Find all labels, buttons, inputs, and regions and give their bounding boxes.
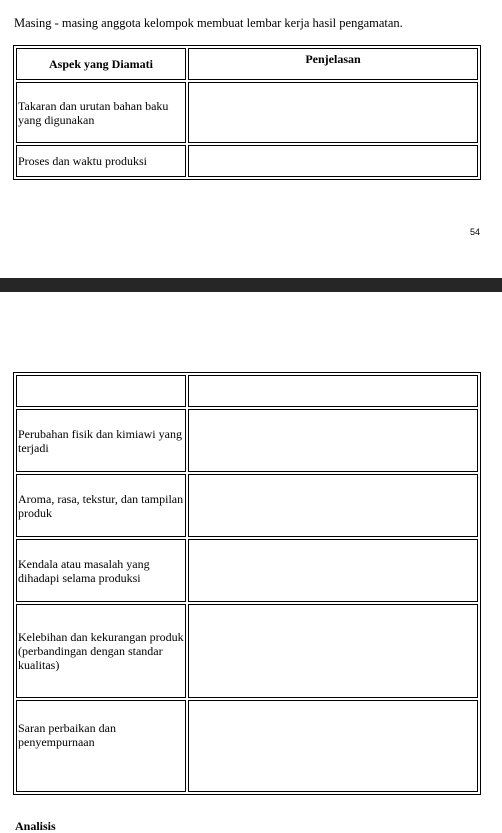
observation-table-part-1 <box>13 45 481 180</box>
aspect-cell: Kendala atau masalah yang dihadapi selama produksi <box>16 539 186 602</box>
instruction-text: Masing - masing anggota kelompok membuat lembar kerja hasil pengamatan. <box>14 16 403 30</box>
document-page-2 <box>0 292 502 833</box>
explanation-cell[interactable] <box>188 539 478 602</box>
explanation-cell[interactable] <box>188 700 478 792</box>
header-cell-empty <box>16 375 186 407</box>
table-row <box>16 145 478 177</box>
table-row <box>16 474 478 537</box>
aspect-cell: Saran perbaikan dan penyempurnaan <box>16 700 186 792</box>
aspect-cell: Aroma, rasa, tekstur, dan tampilan produk <box>16 474 186 537</box>
aspect-cell: Takaran dan urutan bahan baku yang digunakan <box>16 82 186 143</box>
page-number: 54 <box>470 227 481 237</box>
page-break-bar <box>0 278 502 292</box>
aspect-cell: Kelebihan dan kekurangan produk (perbandingan dengan standar kualitas) <box>16 604 186 698</box>
table-row <box>16 539 478 602</box>
observation-table-part-2 <box>13 372 481 795</box>
explanation-cell[interactable] <box>188 604 478 698</box>
table-row <box>16 700 478 792</box>
document-page-1 <box>0 0 502 278</box>
header-cell-empty <box>188 375 478 407</box>
explanation-cell[interactable] <box>188 474 478 537</box>
table-row <box>16 604 478 698</box>
aspect-cell: Proses dan waktu produksi <box>16 145 186 177</box>
explanation-cell[interactable] <box>188 409 478 472</box>
table-header-row <box>16 48 478 80</box>
table-row <box>16 409 478 472</box>
header-cell-aspect: Aspek yang Diamati <box>16 48 186 80</box>
section-heading-analysis: Analisis <box>15 819 56 833</box>
aspect-cell: Perubahan fisik dan kimiawi yang terjadi <box>16 409 186 472</box>
header-cell-explanation: Penjelasan <box>188 48 478 80</box>
table-row <box>16 82 478 143</box>
table-header-row <box>16 375 478 407</box>
explanation-cell[interactable] <box>188 145 478 177</box>
explanation-cell[interactable] <box>188 82 478 143</box>
